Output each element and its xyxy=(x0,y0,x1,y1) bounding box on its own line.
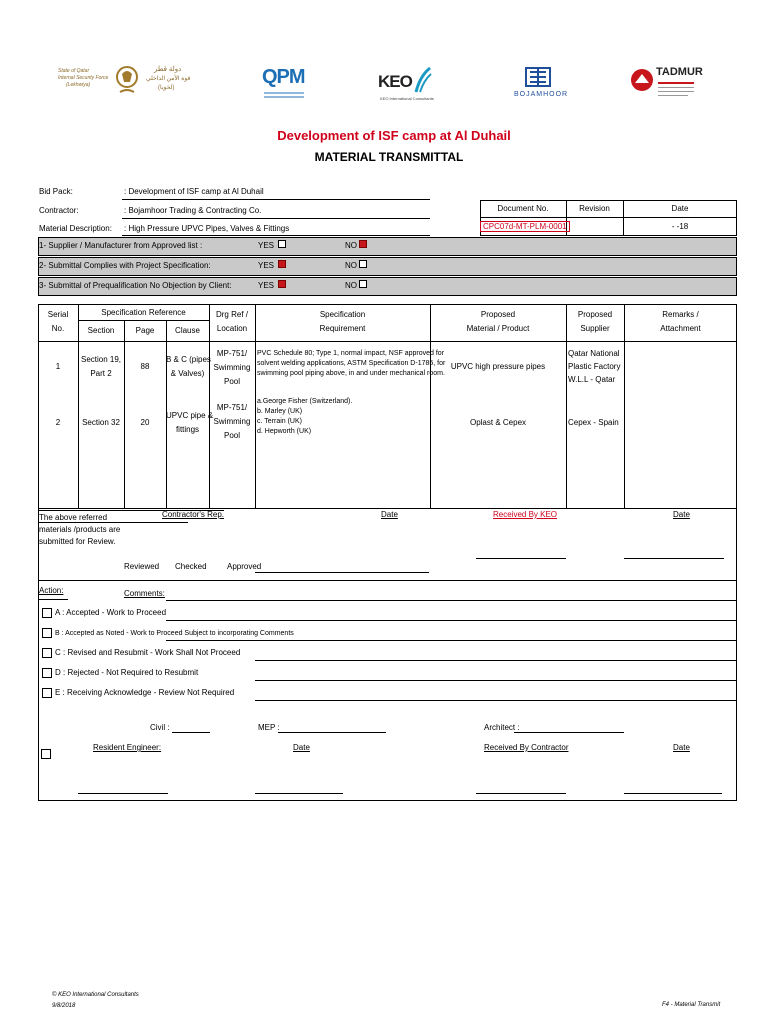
header-drg-ref-1: Drg Ref / xyxy=(215,310,248,319)
header-remarks-1: Remarks / xyxy=(662,310,699,319)
row-1-drg-3: Pool xyxy=(223,377,240,386)
row-1-drg-2: Swimming xyxy=(213,363,251,372)
option-a-label: A : Accepted - Work to Proceed xyxy=(55,608,167,617)
mep-line[interactable] xyxy=(278,732,386,733)
header-serial-2: No. xyxy=(51,324,65,333)
received-by-keo-label: Received By KEO xyxy=(493,510,558,519)
header-proposed-supplier-1: Proposed xyxy=(577,310,613,319)
final-checkbox[interactable] xyxy=(41,749,51,759)
footer-copyright: © KEO International Consultants xyxy=(52,992,139,998)
date-value[interactable]: - -18 xyxy=(671,222,689,231)
document-no-value[interactable]: CPC07d-MT-PLM-0001 xyxy=(480,221,570,232)
option-b-checkbox[interactable] xyxy=(42,628,52,638)
spec-manufacturer-4: d. Hepworth (UK) xyxy=(257,428,312,435)
approved-label: Approved xyxy=(227,562,262,571)
row-1-material: UPVC high pressure pipes xyxy=(450,362,546,371)
keo-logo xyxy=(378,66,434,106)
mep-label: MEP : xyxy=(258,723,280,732)
project-title: Development of ISF camp at Al Duhail xyxy=(277,128,511,143)
submitted-note-3: submitted for Review. xyxy=(39,537,116,546)
bojamhoor-logo-text: BOJAMHOOR xyxy=(514,91,569,98)
bid-pack-value: : Development of ISF camp at Al Duhail xyxy=(124,187,264,196)
header-clause: Clause xyxy=(175,326,200,335)
qatar-logo-text-2: Internal Security Force xyxy=(58,75,109,81)
check-3-label: 3- Submittal of Prequalification No Objection by Client: xyxy=(39,281,232,290)
check-3-yes-label: YES xyxy=(258,281,275,290)
civil-line[interactable] xyxy=(172,732,210,733)
resident-date-line[interactable] xyxy=(255,793,343,794)
row-1-section-1: Section 19, xyxy=(80,355,122,364)
contractor-value: : Bojamhoor Trading & Contracting Co. xyxy=(124,206,262,215)
row-1-supplier-2: Plastic Factory xyxy=(568,362,621,371)
header-proposed-material-2: Material / Product xyxy=(466,324,530,333)
check-1-no-checkbox[interactable] xyxy=(359,240,367,248)
contractors-rep-label: Contractor's Rep. xyxy=(162,510,224,519)
bojamhoor-logo xyxy=(512,66,568,106)
header-serial-1: Serial xyxy=(47,310,69,319)
comments-line-1[interactable] xyxy=(166,600,736,601)
comments-line-2[interactable] xyxy=(166,620,736,621)
header-remarks-2: Attachment xyxy=(660,324,701,333)
contractor-signature-line[interactable] xyxy=(476,793,566,794)
check-2-no-label: NO xyxy=(345,261,357,270)
comments-label: Comments: xyxy=(124,589,165,598)
row-2-drg-3: Pool xyxy=(223,431,240,440)
option-d-checkbox[interactable] xyxy=(42,668,52,678)
check-1-label: 1- Supplier / Manufacturer from Approved list : xyxy=(39,241,203,250)
check-3-no-checkbox[interactable] xyxy=(359,280,367,288)
header-spec-reference: Specification Reference xyxy=(101,308,186,317)
qatar-logo-ar-2: قوة الأمن الداخلي xyxy=(146,76,191,82)
row-2-material: Oplast & Cepex xyxy=(469,418,527,427)
falcon-emblem-icon xyxy=(114,64,140,98)
row-2-serial: 2 xyxy=(55,418,61,427)
date-label: Date xyxy=(671,204,689,213)
row-2-drg-2: Swimming xyxy=(213,417,251,426)
header-drg-ref-2: Location xyxy=(216,324,248,333)
qatar-logo-text-1: State of Qatar xyxy=(58,68,90,74)
row-1-supplier-3: W.L.L - Qatar xyxy=(568,375,616,384)
comments-line-5[interactable] xyxy=(255,680,736,681)
qpm-logo-text: QPM xyxy=(262,66,305,88)
row-1-clause-1: B & C (pipes xyxy=(166,355,211,364)
bid-pack-label: Bid Pack: xyxy=(39,187,73,196)
spec-text-line-3: swimming pool piping above, in and under mechanical room. xyxy=(257,370,445,377)
row-2-page: 20 xyxy=(140,418,150,427)
keo-date-line[interactable] xyxy=(624,558,724,559)
keo-logo-subtext: KEO International Consultants xyxy=(380,96,434,101)
spec-text-line-1: PVC Schedule 80; Type 1, normal impact, NSF approved for xyxy=(257,350,445,357)
check-3-yes-checkbox[interactable] xyxy=(278,280,286,288)
comments-line-4[interactable] xyxy=(255,660,736,661)
row-1-page: 88 xyxy=(140,362,150,371)
bojamhoor-emblem-icon xyxy=(524,66,552,88)
header-specification-2: Requirement xyxy=(319,324,366,333)
option-d-label: D : Rejected - Not Required to Resubmit xyxy=(55,668,199,677)
check-1-no-label: NO xyxy=(345,241,357,250)
submitted-note-1: The above referred xyxy=(39,513,108,522)
option-a-checkbox[interactable] xyxy=(42,608,52,618)
row-1-clause-2: & Valves) xyxy=(170,369,205,378)
qatar-logo-text-3: (Lekhwiya) xyxy=(66,82,91,88)
keo-waves-icon xyxy=(414,66,432,94)
checked-label: Checked xyxy=(175,562,207,571)
header-proposed-material-1: Proposed xyxy=(480,310,516,319)
spec-text-line-2: solvent welding applications, ASTM Specification D-1785, for xyxy=(257,360,446,367)
architect-label: Architect : xyxy=(484,723,520,732)
tadmur-emblem-icon xyxy=(630,68,654,92)
row-2-supplier-1: Cepex - Spain xyxy=(568,418,619,427)
row-2-drg-1: MP-751/ xyxy=(216,403,248,412)
action-label: Action: xyxy=(39,586,64,595)
document-no-label: Document No. xyxy=(497,204,549,213)
comments-line-3[interactable] xyxy=(166,640,736,641)
keo-logo-text: KEO xyxy=(378,72,412,91)
row-1-section-2: Part 2 xyxy=(90,369,112,378)
check-2-no-checkbox[interactable] xyxy=(359,260,367,268)
row-1-drg-1: MP-751/ xyxy=(216,349,248,358)
row-2-clause-1: UPVC pipe & xyxy=(166,411,214,420)
row-2-section-1: Section 32 xyxy=(82,418,120,427)
material-description-label: Material Description: xyxy=(39,224,112,233)
spec-manufacturer-2: b. Marley (UK) xyxy=(257,408,303,415)
contractor-date-label: Date xyxy=(381,510,398,519)
header-section: Section xyxy=(87,326,115,335)
qatar-logo-ar-3: (لخويا) xyxy=(158,85,175,91)
header-specification-1: Specification xyxy=(319,310,366,319)
contractor-receipt-date-label: Date xyxy=(673,743,690,752)
civil-label: Civil : xyxy=(150,723,170,732)
option-e-label: E : Receiving Acknowledge - Review Not Required xyxy=(55,688,235,697)
check-1-yes-label: YES xyxy=(258,241,275,250)
check-2-yes-checkbox[interactable] xyxy=(278,260,286,268)
check-2-yes-label: YES xyxy=(258,261,275,270)
material-description-value: : High Pressure UPVC Pipes, Valves & Fittings xyxy=(124,224,290,233)
received-by-contractor-label: Received By Contractor xyxy=(484,743,569,752)
footer-form-id: F4 - Material Transmit xyxy=(662,1002,721,1008)
row-2-clause-2: fittings xyxy=(175,425,200,434)
check-2-label: 2- Submittal Complies with Project Specification: xyxy=(39,261,211,270)
header-proposed-supplier-2: Supplier xyxy=(580,324,610,333)
keo-date-label: Date xyxy=(673,510,690,519)
spec-manufacturer-3: c. Terrain (UK) xyxy=(257,418,302,425)
keo-signature-line[interactable] xyxy=(476,558,566,559)
check-1-yes-checkbox[interactable] xyxy=(278,240,286,248)
revision-label: Revision xyxy=(579,204,610,213)
row-1-supplier-1: Qatar National xyxy=(568,349,620,358)
reviewed-label: Reviewed xyxy=(124,562,160,571)
tadmur-logo xyxy=(630,64,706,106)
option-c-checkbox[interactable] xyxy=(42,648,52,658)
resident-engineer-signature-line[interactable] xyxy=(78,793,168,794)
header-page: Page xyxy=(135,326,155,335)
option-b-label: B : Accepted as Noted - Work to Proceed Subject to incorporating Comments xyxy=(55,630,294,637)
approved-signature-line[interactable] xyxy=(255,572,429,573)
architect-line[interactable] xyxy=(514,732,624,733)
row-1-serial: 1 xyxy=(55,362,61,371)
submitted-note-2: materials /products are xyxy=(39,525,121,534)
footer-date: 9/8/2018 xyxy=(52,1003,76,1009)
contractor-date-line[interactable] xyxy=(624,793,722,794)
form-title: MATERIAL TRANSMITTAL xyxy=(314,150,464,164)
qpm-logo xyxy=(260,66,308,102)
check-3-no-label: NO xyxy=(345,281,357,290)
qatar-isf-logo xyxy=(58,64,208,104)
option-e-checkbox[interactable] xyxy=(42,688,52,698)
resident-engineer-label: Resident Engineer: xyxy=(93,743,162,752)
contractor-label: Contractor: xyxy=(39,206,79,215)
tadmur-logo-text: TADMUR xyxy=(656,66,703,78)
option-c-label: C : Revised and Resubmit - Work Shall Not Proceed xyxy=(55,648,241,657)
qatar-logo-ar-1: دولة قطر xyxy=(154,66,182,73)
spec-manufacturer-1: a.George Fisher (Switzerland). xyxy=(257,398,353,405)
resident-date-label: Date xyxy=(293,743,310,752)
comments-line-6[interactable] xyxy=(255,700,736,701)
